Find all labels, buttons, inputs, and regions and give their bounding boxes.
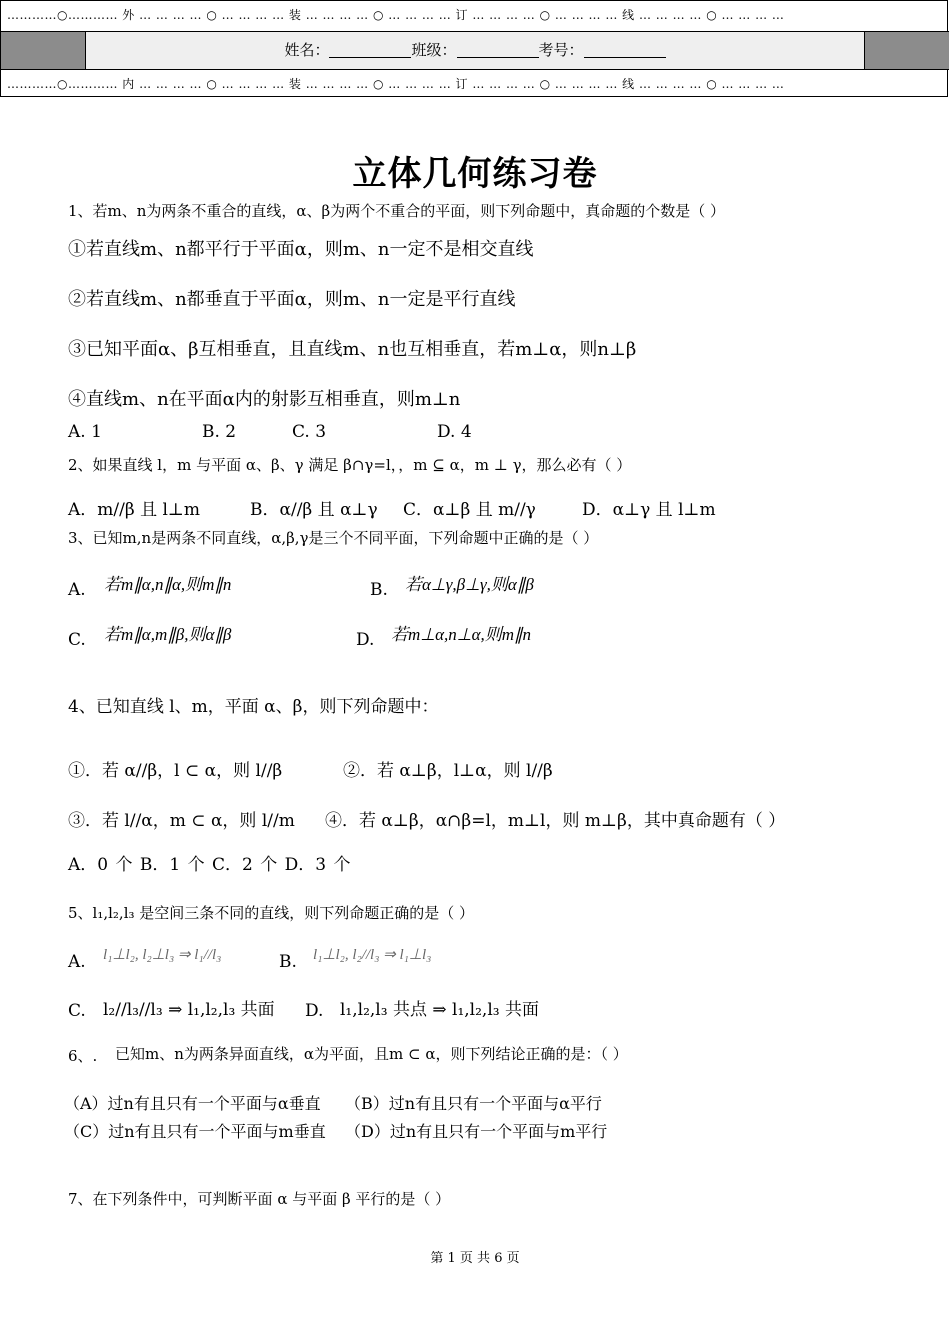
id-label: 考号： xyxy=(538,41,584,59)
q5-option-c: l₂//l₃//l₃ ⇒ l₁,l₂,l₃ 共面 xyxy=(103,1000,275,1020)
q1-stem: 1、若m、n为两条不重合的直线，α、β为两个不重合的平面，则下列命题中，真命题的个数是（ ） xyxy=(68,202,726,220)
q3-option-b-label[interactable]: B. xyxy=(370,580,388,600)
q6-option-a[interactable]: （A）过n有且只有一个平面与α垂直 xyxy=(64,1094,321,1113)
q3-option-a: 若m∥α,n∥α,则m∥n xyxy=(104,575,232,594)
binding-line-header xyxy=(0,0,948,97)
q4-statement-4: ④．若 α⊥β，α∩β=l，m⊥l，则 m⊥β，其中真命题有（ ） xyxy=(325,811,786,831)
q5-option-b-label[interactable]: B. xyxy=(279,952,297,972)
q1-option-b[interactable]: B. 2 xyxy=(202,422,237,442)
q1-statement-4: ④直线m、n在平面α内的射影互相垂直，则m⊥n xyxy=(68,389,461,410)
q1-option-d[interactable]: D. 4 xyxy=(437,422,472,442)
q7-stem: 7、在下列条件中，可判断平面 α 与平面 β 平行的是（ ） xyxy=(68,1190,451,1208)
q2-option-d[interactable]: D．α⊥γ 且 l⊥m xyxy=(582,500,716,520)
q3-option-a-label[interactable]: A. xyxy=(68,580,86,600)
q1-option-c[interactable]: C. 3 xyxy=(292,422,327,442)
q1-option-a[interactable]: A. 1 xyxy=(68,422,102,442)
q4-statement-2: ②．若 α⊥β，l⊥α，则 l//β xyxy=(343,761,553,781)
q5-option-b: l₁⊥l₂, l₂//l₃ ⇒ l₁⊥l₃ xyxy=(313,947,432,963)
q3-option-c-label[interactable]: C. xyxy=(68,630,86,650)
q3-option-b: 若α⊥γ,β⊥γ,则α∥β xyxy=(405,575,534,594)
class-field[interactable] xyxy=(457,41,539,58)
student-info xyxy=(85,32,865,69)
id-field[interactable] xyxy=(584,41,666,58)
q6-option-d[interactable]: （D）过n有且只有一个平面与m平行 xyxy=(345,1122,608,1141)
q5-option-a: l₁⊥l₂, l₂⊥l₃ ⇒ l₁//l₃ xyxy=(103,947,222,963)
outer-binding-line: …………○………… 外 … … … … ○ … … … … 装 … … … … ○ … … … … 订 … … … … ○ … … … … 线 … … … … ○ … … … … xyxy=(7,8,785,22)
q3-option-d-label[interactable]: D. xyxy=(356,630,375,650)
page-footer: 第 1 页 共 6 页 xyxy=(430,1251,520,1266)
class-label: 班级： xyxy=(411,41,457,59)
q1-statement-3: ③已知平面α、β互相垂直，且直线m、n也互相垂直，若m⊥α，则n⊥β xyxy=(68,339,637,360)
name-label: 姓名： xyxy=(284,41,330,59)
q6-stem: 已知m、n为两条异面直线，α为平面，且m ⊂ α，则下列结论正确的是：（ ） xyxy=(115,1045,628,1063)
student-info-band xyxy=(1,31,949,69)
q1-statement-2: ②若直线m、n都垂直于平面α，则m、n一定是平行直线 xyxy=(68,289,516,310)
q2-stem: 2、如果直线 l，m 与平面 α、β、γ 满足 β∩γ=l，，m ⊆ α，m ⊥ γ，那么必有（ ） xyxy=(68,456,632,474)
q2-option-b[interactable]: B．α//β 且 α⊥γ xyxy=(250,500,378,520)
q2-option-c[interactable]: C．α⊥β 且 m//γ xyxy=(403,500,536,520)
q5-option-c-label[interactable]: C. xyxy=(68,1001,86,1021)
q1-statement-1: ①若直线m、n都平行于平面α，则m、n一定不是相交直线 xyxy=(68,239,534,260)
q6-option-b[interactable]: （B）过n有且只有一个平面与α平行 xyxy=(345,1094,602,1113)
q4-statement-3: ③．若 l//α，m ⊂ α，则 l//m xyxy=(68,811,295,831)
q5-stem: 5、l₁,l₂,l₃ 是空间三条不同的直线，则下列命题正确的是（ ） xyxy=(68,904,475,922)
q3-stem: 3、已知m,n是两条不同直线，α,β,γ是三个不同平面，下列命题中正确的是（ ） xyxy=(68,529,599,547)
name-field[interactable] xyxy=(329,41,411,58)
right-gray-block xyxy=(865,32,949,69)
q2-option-a[interactable]: A．m//β 且 l⊥m xyxy=(68,500,201,520)
q3-option-c: 若m∥α,m∥β,则α∥β xyxy=(104,625,232,644)
q3-option-d: 若m⊥α,n⊥α,则m∥n xyxy=(391,625,532,644)
q4-stem: 4、已知直线 l、m，平面 α、β，则下列命题中： xyxy=(68,697,439,717)
page-title: 立体几何练习卷 xyxy=(352,154,598,194)
q4-statement-1: ①．若 α//β，l ⊂ α，则 l//β xyxy=(68,761,283,781)
q5-option-d: l₁,l₂,l₃ 共点 ⇒ l₁,l₂,l₃ 共面 xyxy=(340,1000,539,1020)
q6-number: 6、. xyxy=(68,1047,98,1065)
q4-options[interactable]: A．0 个 B．1 个 C．2 个 D．3 个 xyxy=(68,855,351,875)
q5-option-a-label[interactable]: A. xyxy=(68,952,86,972)
inner-binding-line: …………○………… 内 … … … … ○ … … … … 装 … … … … ○ … … … … 订 … … … … ○ … … … … 线 … … … … ○ … … … … xyxy=(1,69,949,97)
q5-option-d-label[interactable]: D. xyxy=(305,1001,324,1021)
left-gray-block xyxy=(1,32,85,69)
q6-option-c[interactable]: （C）过n有且只有一个平面与m垂直 xyxy=(64,1122,326,1141)
